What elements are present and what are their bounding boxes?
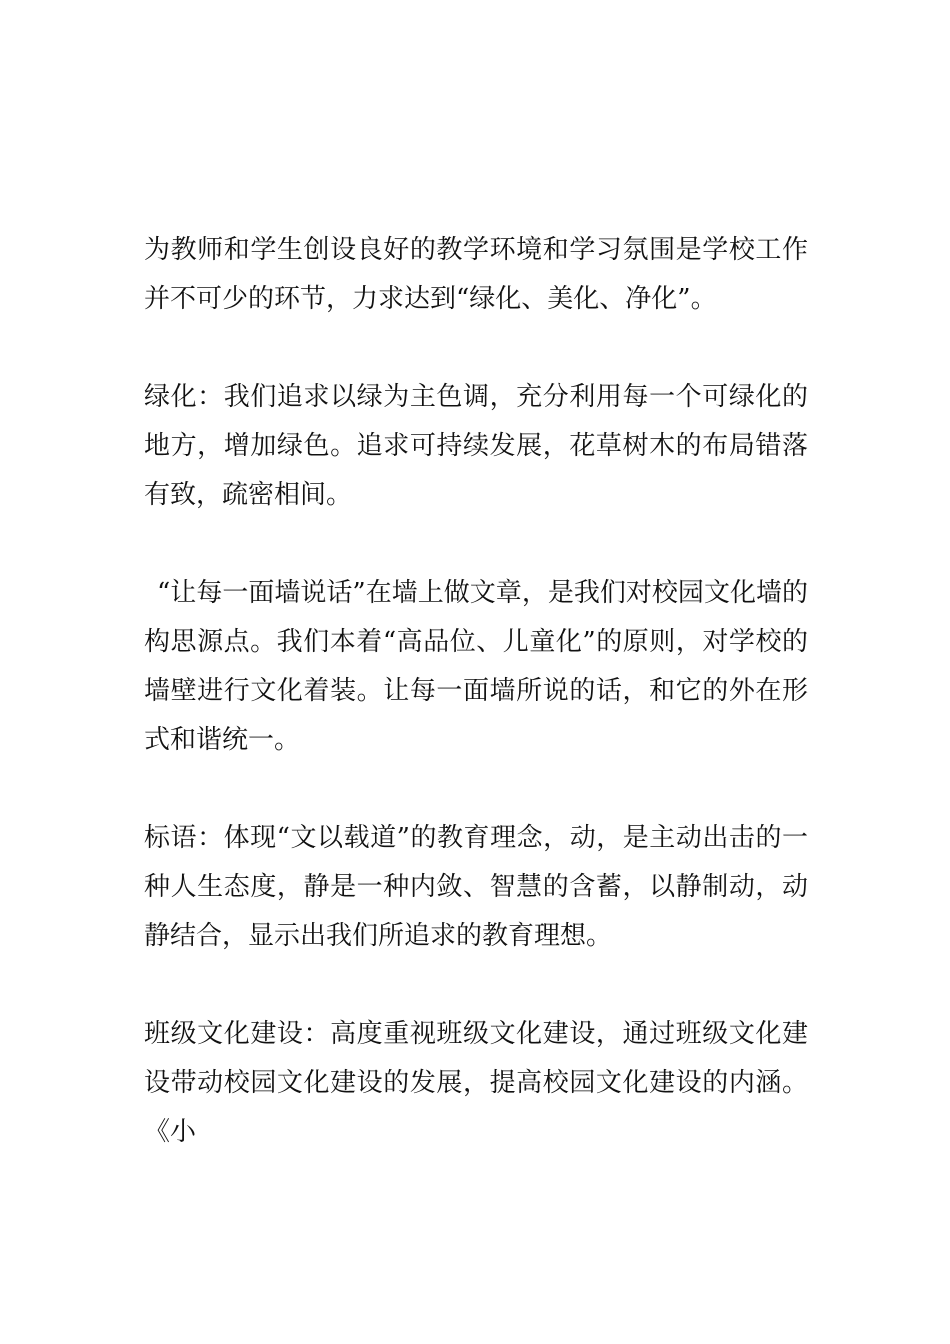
paragraph-slogans: 标语：体现“文以载道”的教育理念，动，是主动出击的一种人生态度，静是一种内敛、智慧的含蓄，以静制动，动静结合，显示出我们所追求的教育理想。 bbox=[144, 823, 808, 951]
paragraph-culture-wall: “让每一面墙说话”在墙上做文章，是我们对校园文化墙的构思源点。我们本着“高品位、儿童化”的原则，对学校的墙壁进行文化着装。让每一面墙所说的话，和它的外在形式和谐统一。 bbox=[144, 578, 808, 755]
paragraph-class-culture: 班级文化建设：高度重视班级文化建设，通过班级文化建设带动校园文化建设的发展，提高校园文化建设的内涵。《小 bbox=[144, 1019, 808, 1147]
paragraph-environment: 为教师和学生创设良好的教学环境和学习氛围是学校工作并不可少的环节，力求达到“绿化、美化、净化”。 bbox=[144, 235, 808, 314]
document-body bbox=[144, 226, 808, 1206]
paragraph-greening: 绿化：我们追求以绿为主色调，充分利用每一个可绿化的地方，增加绿色。追求可持续发展，花草树木的布局错落有致，疏密相间。 bbox=[144, 382, 808, 510]
